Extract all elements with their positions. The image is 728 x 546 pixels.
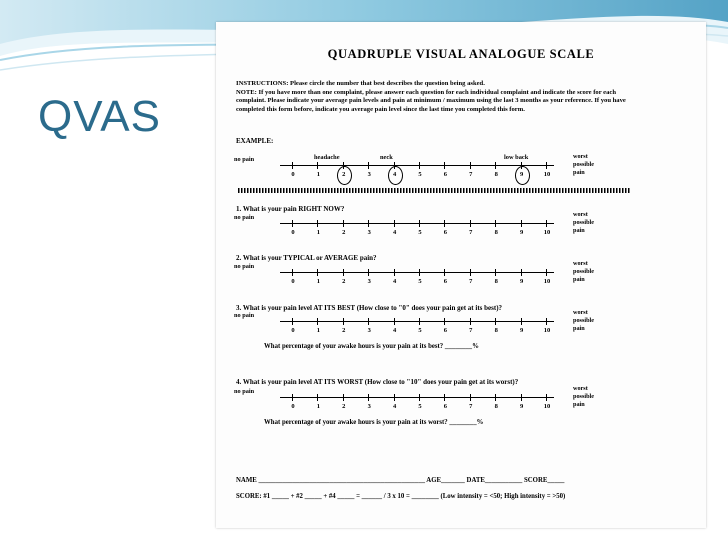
question-2-no-pain-label: no pain xyxy=(234,263,255,270)
question-2-tick xyxy=(521,269,522,276)
question-3-tick xyxy=(394,318,395,325)
question-3-scale-number[interactable]: 5 xyxy=(418,327,422,334)
worst-label-line: pain xyxy=(573,168,585,176)
question-4-tick xyxy=(368,394,369,401)
example-scale-number[interactable]: 6 xyxy=(443,171,448,178)
question-3-tick xyxy=(317,318,318,325)
question-2-scale-number[interactable]: 3 xyxy=(367,278,371,285)
question-4-scale-number[interactable]: 2 xyxy=(342,403,346,410)
question-3-scale-number[interactable]: 4 xyxy=(392,327,397,334)
question-3-worst-possible-pain-label xyxy=(573,309,594,332)
question-4-scale-number[interactable]: 8 xyxy=(494,403,498,410)
question-1-text: 1. What is your pain RIGHT NOW? xyxy=(236,205,345,213)
worst-label-line: pain xyxy=(573,324,585,332)
question-3-tick xyxy=(470,318,471,325)
question-3-text: 3. What is your pain level AT ITS BEST (How close to "0" does your pain get at its best)? xyxy=(236,304,503,312)
question-2-scale-number[interactable]: 6 xyxy=(443,278,448,285)
example-tick xyxy=(292,162,293,169)
question-1-scale-number[interactable]: 6 xyxy=(443,229,448,236)
slide-title: QVAS xyxy=(38,92,162,141)
question-2-tick xyxy=(317,269,318,276)
question-4-no-pain-label: no pain xyxy=(234,388,255,395)
question-1-scale-number[interactable]: 4 xyxy=(392,229,397,236)
question-2-tick xyxy=(495,269,496,276)
note-text: NOTE: If you have more than one complaint, please answer each question for each individual complaint and indicate the score for each complaint. Please indicate your average pain levels and pain at minimum / maximum using the last 3 months as your reference. If you have completed this form before, indicate you average pain level since the last time you completed this form. xyxy=(236,88,626,114)
question-2-scale-number[interactable]: 8 xyxy=(494,278,498,285)
question-4-text: 4. What is your pain level AT ITS WORST (How close to "10" does your pain get at its worst)? xyxy=(236,378,519,386)
question-1-scale-number[interactable]: 0 xyxy=(291,229,295,236)
worst-label-line: worst xyxy=(573,211,588,218)
example-tick xyxy=(317,162,318,169)
example-scale-number[interactable]: 2 xyxy=(342,171,346,178)
question-3-tick xyxy=(343,318,344,325)
question-1-scale-number[interactable]: 9 xyxy=(519,229,524,236)
example-tick xyxy=(368,162,369,169)
worst-label-line: pain xyxy=(573,275,585,283)
question-2-tick xyxy=(470,269,471,276)
example-label: EXAMPLE: xyxy=(236,137,274,145)
question-1-tick xyxy=(394,220,395,227)
example-category-neck: neck xyxy=(380,154,393,161)
question-2-tick xyxy=(419,269,420,276)
question-3-tick xyxy=(444,318,445,325)
question-3-scale-number[interactable]: 0 xyxy=(291,327,295,334)
question-2-scale-number[interactable]: 0 xyxy=(291,278,295,285)
question-3-scale-number[interactable]: 2 xyxy=(342,327,346,334)
question-4-scale-number[interactable]: 7 xyxy=(469,403,473,410)
question-4-tick xyxy=(444,394,445,401)
question-1-scale-number[interactable]: 10 xyxy=(543,229,551,236)
separator-hatch xyxy=(238,188,630,193)
example-circled-number xyxy=(388,166,403,185)
example-scale-number[interactable]: 7 xyxy=(469,171,473,178)
question-2-scale-number[interactable]: 10 xyxy=(543,278,551,285)
question-4-tick xyxy=(470,394,471,401)
question-1-scale-line xyxy=(280,223,554,224)
question-4-scale-number[interactable]: 6 xyxy=(443,403,448,410)
question-4-scale-number[interactable]: 3 xyxy=(367,403,371,410)
question-3-scale-number[interactable]: 8 xyxy=(494,327,498,334)
question-1-tick xyxy=(343,220,344,227)
question-1-tick xyxy=(292,220,293,227)
question-3-no-pain-label: no pain xyxy=(234,312,255,319)
form-title: QUADRUPLE VISUAL ANALOGUE SCALE xyxy=(327,47,595,61)
question-2-scale-number[interactable]: 7 xyxy=(469,278,473,285)
instructions-block xyxy=(236,80,636,115)
example-scale-number[interactable]: 5 xyxy=(418,171,422,178)
question-4-scale-number[interactable]: 5 xyxy=(418,403,422,410)
question-3-scale-number[interactable]: 3 xyxy=(367,327,371,334)
example-tick xyxy=(495,162,496,169)
question-3-scale-number[interactable]: 1 xyxy=(316,327,321,334)
example-tick xyxy=(470,162,471,169)
worst-label-line: possible xyxy=(573,316,594,324)
question-1-tick xyxy=(495,220,496,227)
question-3-tick xyxy=(521,318,522,325)
question-4-tick xyxy=(343,394,344,401)
question-2-scale-number[interactable]: 4 xyxy=(392,278,397,285)
question-2-tick xyxy=(343,269,344,276)
example-scale-line xyxy=(280,165,554,166)
question-4-scale-number[interactable]: 10 xyxy=(543,403,551,410)
example-scale-number[interactable]: 9 xyxy=(519,171,524,178)
example-circled-number xyxy=(337,166,352,185)
question-2-scale-line xyxy=(280,272,554,273)
question-4-tick xyxy=(546,394,547,401)
question-3-scale-number[interactable]: 7 xyxy=(469,327,473,334)
example-scale-number[interactable]: 0 xyxy=(291,171,295,178)
question-1-scale-number[interactable]: 2 xyxy=(342,229,346,236)
example-tick xyxy=(419,162,420,169)
question-3-followup: What percentage of your awake hours is your pain at its best? ________% xyxy=(264,343,479,350)
question-3-scale-number[interactable]: 6 xyxy=(443,327,448,334)
question-4-tick xyxy=(394,394,395,401)
question-1-scale-number[interactable]: 3 xyxy=(367,229,371,236)
question-3-scale-line xyxy=(280,321,554,322)
question-4-scale-number[interactable]: 1 xyxy=(316,403,321,410)
question-2-scale-number[interactable]: 1 xyxy=(316,278,321,285)
example-category-headache: headache xyxy=(314,154,340,161)
question-2-tick xyxy=(546,269,547,276)
question-3-tick xyxy=(368,318,369,325)
question-1-scale-number[interactable]: 5 xyxy=(418,229,422,236)
worst-label-line: possible xyxy=(573,267,594,275)
example-scale-number[interactable]: 1 xyxy=(316,171,321,178)
worst-label-line: worst xyxy=(573,153,588,160)
question-2-scale-number[interactable]: 2 xyxy=(342,278,346,285)
question-2-tick xyxy=(368,269,369,276)
question-2-scale-number[interactable]: 5 xyxy=(418,278,422,285)
question-1-tick xyxy=(444,220,445,227)
qvas-form-sheet xyxy=(216,22,706,528)
worst-label-line: pain xyxy=(573,226,585,234)
question-4-followup: What percentage of your awake hours is your pain at its worst? ________% xyxy=(264,419,484,426)
footer-score-line: SCORE: #1 _____ + #2 _____ + #4 _____ = ______ / 3 x 10 = ________ (Low intensity = <50; High intensity = >50) xyxy=(236,493,566,500)
example-circled-number xyxy=(515,166,530,185)
example-no-pain-label: no pain xyxy=(234,156,255,163)
footer-name-line: NAME _________________________________________________ AGE_______ DATE___________ SCORE_____ xyxy=(236,477,565,484)
question-2-tick xyxy=(292,269,293,276)
question-1-tick xyxy=(521,220,522,227)
question-3-tick xyxy=(546,318,547,325)
question-2-tick xyxy=(444,269,445,276)
question-4-tick xyxy=(521,394,522,401)
question-1-tick xyxy=(470,220,471,227)
question-2-scale-number[interactable]: 9 xyxy=(519,278,524,285)
question-1-tick xyxy=(419,220,420,227)
question-3-scale-number[interactable]: 9 xyxy=(519,327,524,334)
question-4-worst-possible-pain-label xyxy=(573,385,594,408)
example-scale-number[interactable]: 3 xyxy=(367,171,371,178)
question-1-tick xyxy=(368,220,369,227)
worst-label-line: possible xyxy=(573,392,594,400)
worst-label-line: worst xyxy=(573,260,588,267)
example-scale-number[interactable]: 10 xyxy=(543,171,551,178)
example-worst-possible-pain-label xyxy=(573,153,594,176)
question-1-scale-number[interactable]: 7 xyxy=(469,229,473,236)
question-1-scale-number[interactable]: 1 xyxy=(316,229,321,236)
question-4-scale-number[interactable]: 4 xyxy=(392,403,397,410)
example-category-low-back: low back xyxy=(504,154,529,161)
instructions-text: INSTRUCTIONS: Please circle the number that best describes the question being asked. xyxy=(236,80,485,87)
question-2-text: 2. What is your TYPICAL or AVERAGE pain? xyxy=(236,254,377,262)
question-1-tick xyxy=(317,220,318,227)
question-2-tick xyxy=(394,269,395,276)
question-1-scale-number[interactable]: 8 xyxy=(494,229,498,236)
example-tick xyxy=(444,162,445,169)
example-scale-number[interactable]: 4 xyxy=(392,171,397,178)
example-scale-number[interactable]: 8 xyxy=(494,171,498,178)
question-4-tick xyxy=(495,394,496,401)
worst-label-line: pain xyxy=(573,400,585,408)
question-3-tick xyxy=(495,318,496,325)
question-4-scale-number[interactable]: 9 xyxy=(519,403,524,410)
question-3-tick xyxy=(419,318,420,325)
question-1-tick xyxy=(546,220,547,227)
worst-label-line: worst xyxy=(573,309,588,316)
question-4-tick xyxy=(317,394,318,401)
question-3-scale-number[interactable]: 10 xyxy=(543,327,551,334)
question-4-tick xyxy=(292,394,293,401)
worst-label-line: possible xyxy=(573,218,594,226)
question-4-scale-line xyxy=(280,397,554,398)
question-4-scale-number[interactable]: 0 xyxy=(291,403,295,410)
worst-label-line: possible xyxy=(573,160,594,168)
question-1-no-pain-label: no pain xyxy=(234,214,255,221)
question-2-worst-possible-pain-label xyxy=(573,260,594,283)
example-tick xyxy=(546,162,547,169)
question-4-tick xyxy=(419,394,420,401)
worst-label-line: worst xyxy=(573,385,588,392)
question-3-tick xyxy=(292,318,293,325)
question-1-worst-possible-pain-label xyxy=(573,211,594,234)
